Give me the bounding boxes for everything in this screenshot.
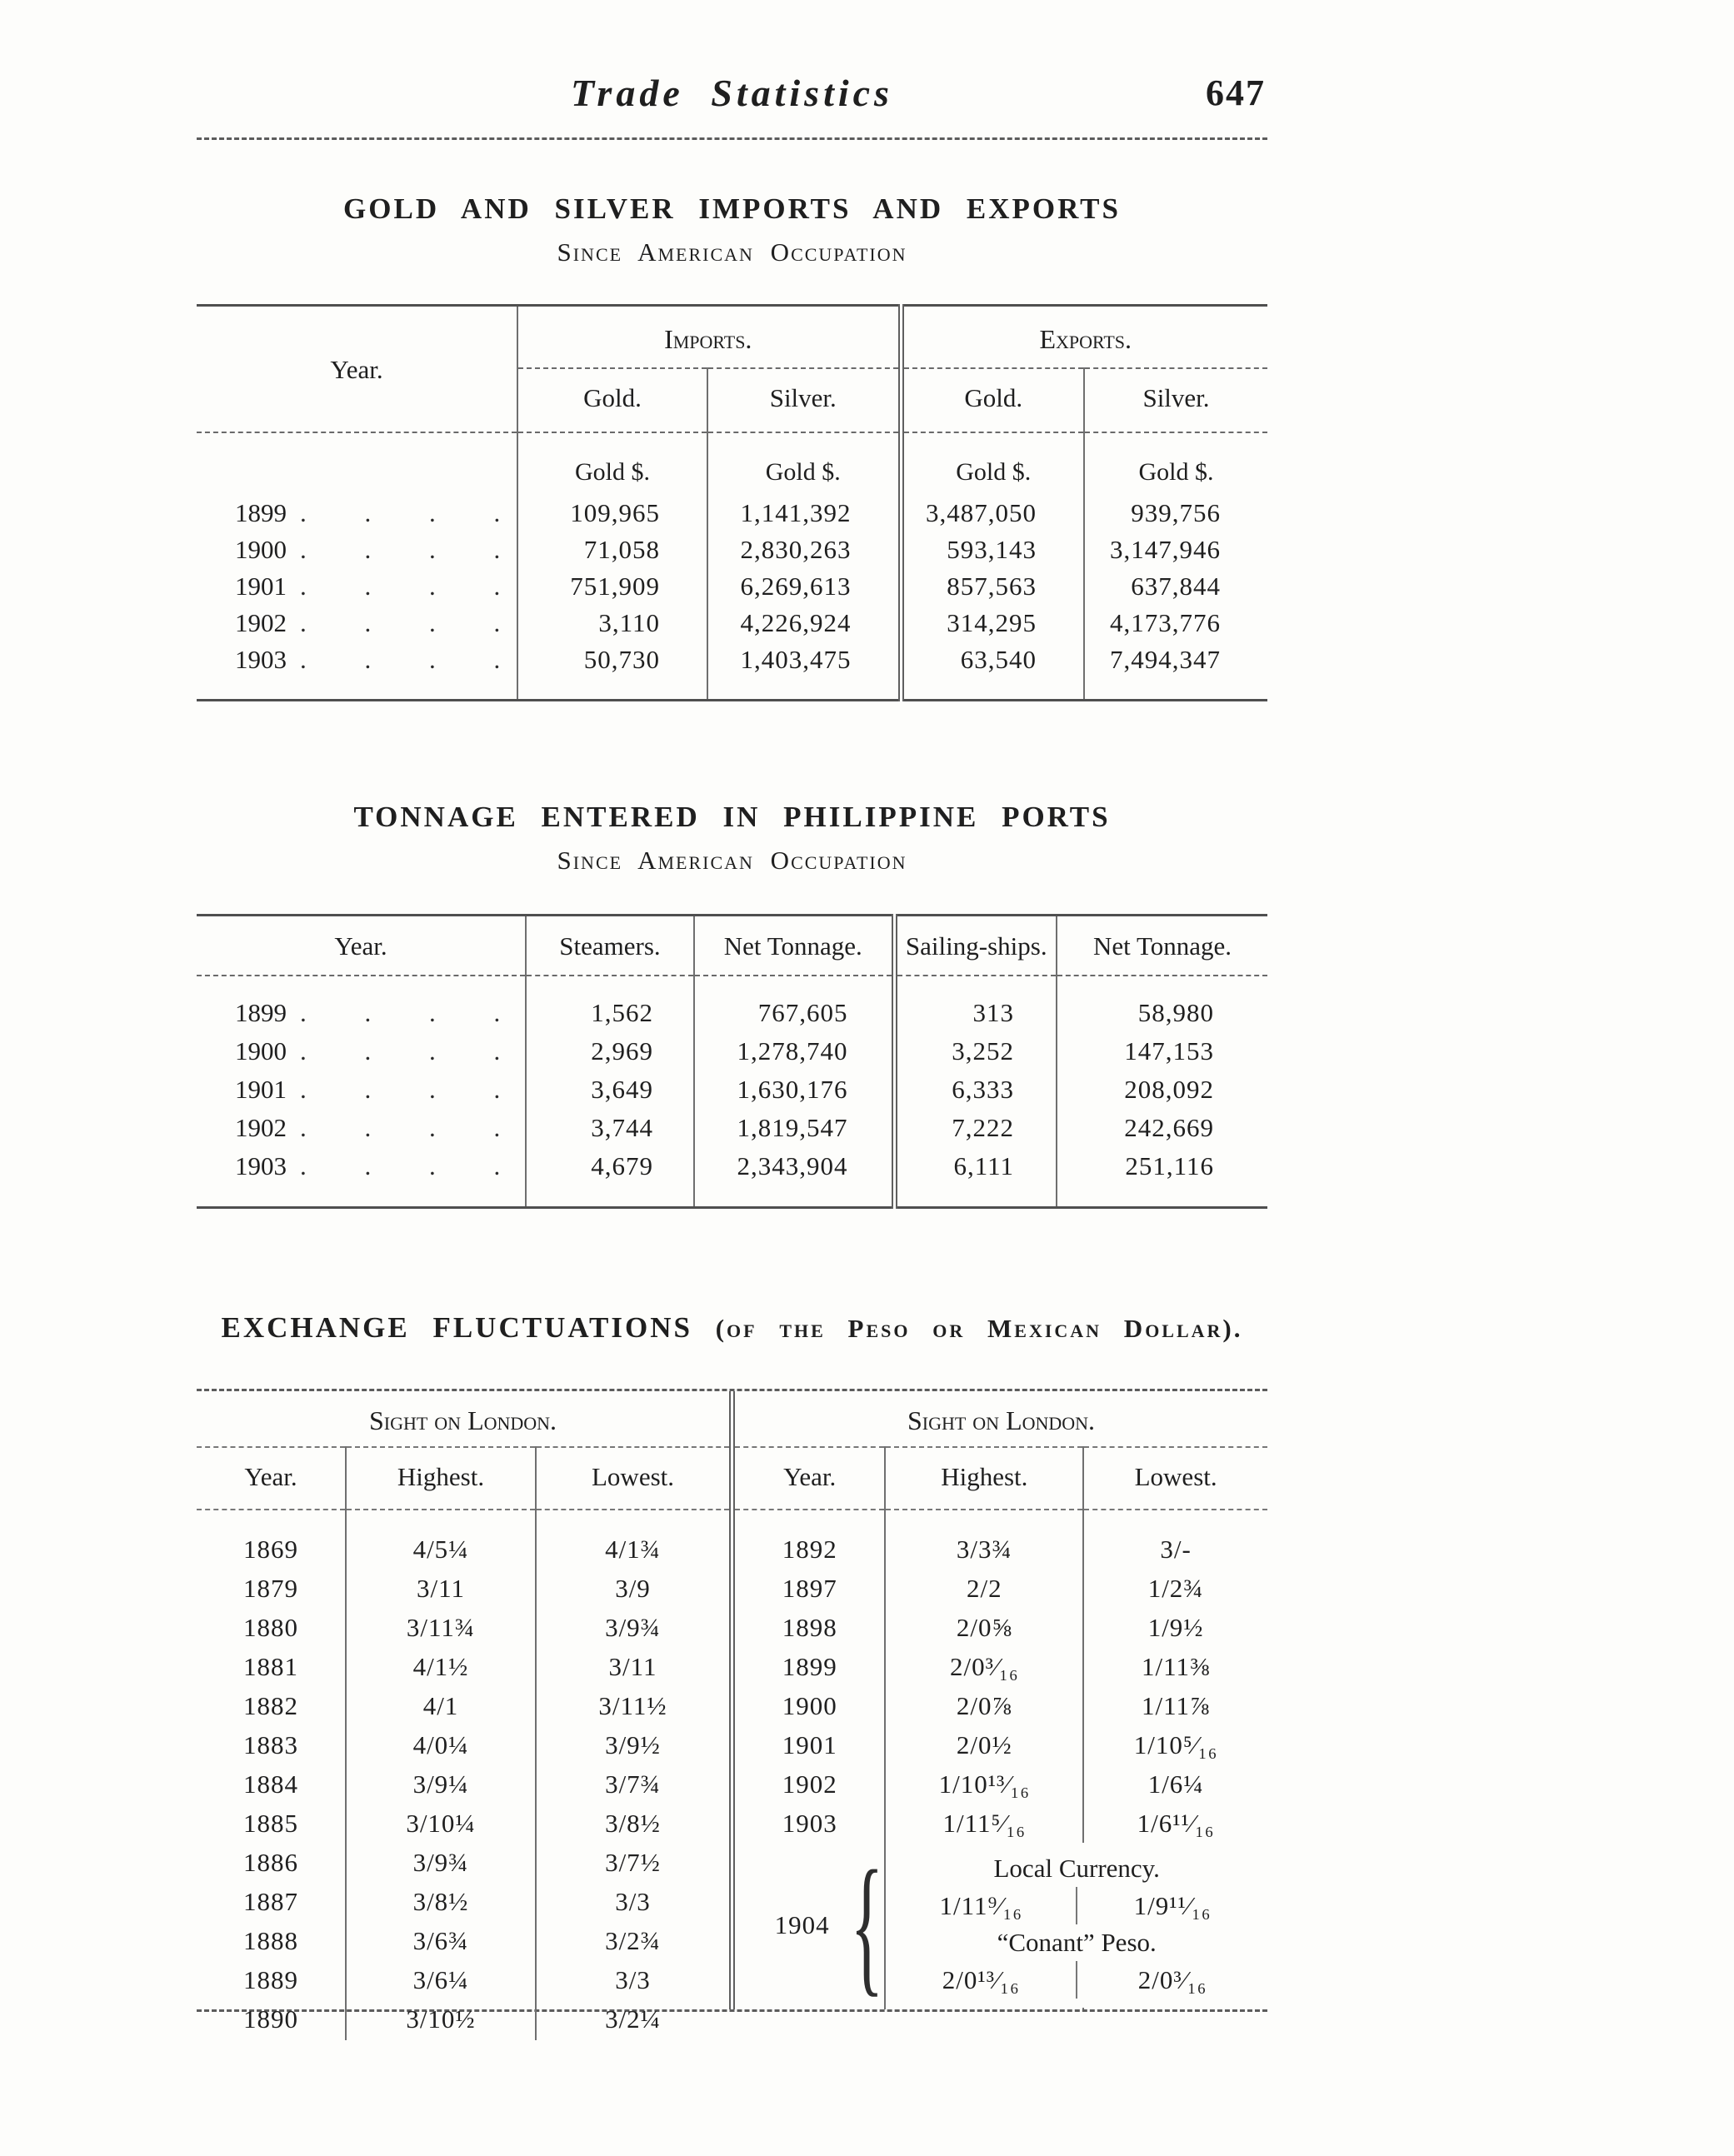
exports-gold-header: Gold.: [901, 368, 1084, 432]
exports-silver-cell: 637,844: [1084, 568, 1267, 605]
unit-cell: Gold $.: [901, 432, 1084, 495]
lowest-cell: 3/11: [536, 1647, 729, 1686]
exports-silver-cell: 3,147,946: [1084, 532, 1267, 568]
year-column-header: Year.: [197, 1447, 346, 1510]
dot-leader: . . . .: [300, 645, 501, 675]
dot-leader: . . . .: [300, 535, 501, 565]
exports-gold-cell: 63,540: [901, 641, 1084, 701]
table-row: [735, 1686, 1267, 1725]
highest-cell: 4/1½: [346, 1647, 536, 1686]
page-content: [197, 0, 1267, 2034]
lowest-cell: 3/9: [536, 1569, 729, 1608]
highest-cell: 2/2: [885, 1569, 1083, 1608]
dot-leader: . . . .: [300, 1075, 501, 1105]
table-row: [197, 1569, 729, 1608]
page-number: 647: [1206, 72, 1266, 113]
sailing-ships-cell: 6,111: [894, 1147, 1057, 1208]
table-row: [197, 1071, 1267, 1109]
steamers-cell: 2,969: [526, 1032, 694, 1071]
lowest-cell: 3/9¾: [536, 1608, 729, 1647]
lowest-cell: 1/6¼: [1083, 1764, 1267, 1804]
table-row: [197, 1843, 729, 1882]
highest-cell: 1/11⁵⁄₁₆: [885, 1804, 1083, 1843]
exports-silver-cell: 939,756: [1084, 495, 1267, 532]
net-tonnage-cell: 242,669: [1057, 1109, 1267, 1147]
exports-silver-cell: 7,494,347: [1084, 641, 1267, 701]
year-label: 1903: [235, 645, 287, 675]
conant-lowest-cell: 2/0³⁄₁₆: [1137, 1964, 1207, 1994]
year-cell: 1899: [782, 1652, 837, 1682]
tonnage-subtitle: Since American Occupation: [557, 845, 907, 875]
exchange-right-half: [729, 1391, 1267, 2009]
highest-cell: 4/5¼: [346, 1510, 536, 1569]
table-row: [197, 976, 1267, 1032]
table-row: [735, 1804, 1267, 1843]
imports-silver-cell: 4,226,924: [707, 605, 901, 641]
dot-leader: . . . .: [300, 1036, 501, 1066]
highest-cell: 3/8½: [346, 1882, 536, 1921]
section-gold-silver: [197, 192, 1267, 701]
imports-gold-cell: 109,965: [517, 495, 707, 532]
year-cell: 1879: [243, 1574, 298, 1604]
conant-peso-values: [886, 1961, 1267, 1999]
year-cell: 1897: [782, 1574, 837, 1604]
table-row: [197, 568, 1267, 605]
year-cell: [197, 641, 517, 701]
dot-leader: . . . .: [300, 998, 501, 1028]
table-row: [197, 1608, 729, 1647]
local-highest-cell: 1/11⁹⁄₁₆: [886, 1887, 1077, 1924]
year-cell: 1889: [243, 1965, 298, 1995]
table-row: [735, 1647, 1267, 1686]
dot-leader: . . . .: [300, 1151, 501, 1181]
sailing-ships-cell: 313: [894, 976, 1057, 1032]
year-cell: [197, 1109, 526, 1147]
table-row: [197, 1999, 729, 2039]
year-label: 1902: [235, 1113, 287, 1143]
exchange-title-paren: (of the Peso or Mexican Dollar).: [715, 1313, 1243, 1343]
year-cell: 1903: [782, 1809, 837, 1839]
unit-cell: Gold $.: [707, 432, 901, 495]
year-cell: [197, 1032, 526, 1071]
highest-header: Highest.: [346, 1447, 536, 1510]
lowest-cell: 3/3: [536, 1882, 729, 1921]
exports-gold-cell: 3,487,050: [901, 495, 1084, 532]
net-tonnage-cell: 147,153: [1057, 1032, 1267, 1071]
gold-silver-table: [197, 304, 1267, 701]
local-currency-label: Local Currency.: [993, 1854, 1160, 1884]
lowest-cell: 1/10⁵⁄₁₆: [1083, 1725, 1267, 1764]
dot-leader: . . . .: [300, 498, 501, 528]
year-cell: 1881: [243, 1652, 298, 1682]
lowest-header: Lowest.: [536, 1447, 729, 1510]
year-label: 1899: [235, 998, 287, 1028]
highest-cell: 3/9¾: [346, 1843, 536, 1882]
lowest-cell: 1/6¹¹⁄₁₆: [1083, 1804, 1267, 1843]
highest-header: Highest.: [885, 1447, 1083, 1510]
year-cell: 1880: [243, 1613, 298, 1643]
year-column-header: Year.: [735, 1447, 885, 1510]
exports-gold-cell: 314,295: [901, 605, 1084, 641]
year-cell: 1884: [243, 1769, 298, 1799]
highest-cell: 4/0¼: [346, 1725, 536, 1764]
lowest-cell: 3/2¾: [536, 1921, 729, 1960]
imports-gold-cell: 50,730: [517, 641, 707, 701]
lowest-cell: 1/11⅜: [1083, 1647, 1267, 1686]
table-row: [735, 1510, 1267, 1569]
lowest-header: Lowest.: [1083, 1447, 1267, 1510]
special-1904-row: [735, 1843, 1267, 2007]
highest-cell: 1/10¹³⁄₁₆: [885, 1764, 1083, 1804]
table-row: [197, 1032, 1267, 1071]
page-title: Trade Statistics: [571, 72, 893, 114]
table-row: [197, 1647, 729, 1686]
year-cell: [197, 495, 517, 532]
imports-gold-cell: 71,058: [517, 532, 707, 568]
highest-cell: 2/0³⁄₁₆: [885, 1647, 1083, 1686]
table-row: [197, 1510, 729, 1569]
table-row: [735, 1608, 1267, 1647]
net-tonnage-header: Net Tonnage.: [1057, 916, 1267, 976]
dot-leader: . . . .: [300, 608, 501, 638]
table-row: [197, 1882, 729, 1921]
units-year-cell: [197, 432, 517, 495]
table-row: [197, 605, 1267, 641]
exchange-right-table: [735, 1391, 1267, 2009]
sight-on-london-header: Sight on London.: [735, 1391, 1267, 1447]
lowest-cell: 1/2¾: [1083, 1569, 1267, 1608]
exports-gold-cell: 857,563: [901, 568, 1084, 605]
sailing-ships-header: Sailing-ships.: [894, 916, 1057, 976]
tonnage-title: TONNAGE ENTERED IN PHILIPPINE PORTS: [353, 800, 1111, 833]
steamers-cell: 3,649: [526, 1071, 694, 1109]
table-row: [197, 1725, 729, 1764]
year-cell: 1887: [243, 1887, 298, 1917]
steamers-cell: 3,744: [526, 1109, 694, 1147]
dot-leader: . . . .: [300, 1113, 501, 1143]
conant-peso-label: “Conant” Peso.: [997, 1928, 1157, 1958]
lowest-cell: 3/9½: [536, 1725, 729, 1764]
table-row: [735, 1725, 1267, 1764]
table-row: [197, 1921, 729, 1960]
net-tonnage-cell: 1,819,547: [694, 1109, 894, 1147]
year-cell: 1890: [243, 2004, 298, 2034]
imports-gold-cell: 751,909: [517, 568, 707, 605]
gold-silver-subtitle: Since American Occupation: [557, 237, 907, 267]
lowest-cell: 1/9½: [1083, 1608, 1267, 1647]
highest-cell: 3/3¾: [885, 1510, 1083, 1569]
unit-cell: Gold $.: [517, 432, 707, 495]
lowest-cell: 3/7¾: [536, 1764, 729, 1804]
year-cell: 1885: [243, 1809, 298, 1839]
year-label: 1899: [235, 498, 287, 528]
exports-group-header: Exports.: [901, 306, 1267, 368]
table-row: [197, 1804, 729, 1843]
lowest-cell: 3/3: [536, 1960, 729, 1999]
year-label: 1903: [235, 1151, 287, 1181]
year-cell: [197, 1147, 526, 1208]
year-cell: 1901: [782, 1730, 837, 1760]
year-cell: 1888: [243, 1926, 298, 1956]
net-tonnage-header: Net Tonnage.: [694, 916, 894, 976]
highest-cell: 3/11: [346, 1569, 536, 1608]
year-cell: 1902: [782, 1769, 837, 1799]
steamers-cell: 1,562: [526, 976, 694, 1032]
brace-1904: {: [850, 1839, 883, 2011]
sailing-ships-cell: 3,252: [894, 1032, 1057, 1071]
year-cell: [197, 976, 526, 1032]
exports-silver-cell: 4,173,776: [1084, 605, 1267, 641]
unit-cell: Gold $.: [1084, 432, 1267, 495]
table-row: [197, 495, 1267, 532]
year-column-header: Year.: [197, 916, 526, 976]
exports-silver-header: Silver.: [1084, 368, 1267, 432]
imports-gold-header: Gold.: [517, 368, 707, 432]
year-cell: 1886: [243, 1848, 298, 1878]
exchange-left-table: [197, 1391, 729, 2041]
table-row: [197, 641, 1267, 701]
conant-highest-cell: 2/0¹³⁄₁₆: [886, 1961, 1077, 1999]
year-cell: 1882: [243, 1691, 298, 1721]
year-label: 1900: [235, 1036, 287, 1066]
year-cell: 1900: [782, 1691, 837, 1721]
table-row: [197, 1147, 1267, 1208]
lowest-cell: 3/8½: [536, 1804, 729, 1843]
highest-cell: 3/6¾: [346, 1921, 536, 1960]
net-tonnage-cell: 251,116: [1057, 1147, 1267, 1208]
net-tonnage-cell: 1,278,740: [694, 1032, 894, 1071]
units-row: [197, 432, 1267, 495]
net-tonnage-cell: 208,092: [1057, 1071, 1267, 1109]
table-row: [735, 1569, 1267, 1608]
header-rule: [197, 137, 1267, 140]
year-label: 1904: [774, 1910, 830, 1940]
highest-cell: 3/10¼: [346, 1804, 536, 1843]
imports-group-header: Imports.: [517, 306, 901, 368]
highest-cell: 3/11¾: [346, 1608, 536, 1647]
highest-cell: 3/6¼: [346, 1960, 536, 1999]
imports-silver-cell: 1,403,475: [707, 641, 901, 701]
lowest-cell: 4/1¾: [536, 1510, 729, 1569]
year-cell: [197, 568, 517, 605]
highest-cell: 2/0⅞: [885, 1686, 1083, 1725]
year-cell: [197, 1071, 526, 1109]
sailing-ships-cell: 7,222: [894, 1109, 1057, 1147]
dot-leader: . . . .: [300, 571, 501, 601]
lowest-cell: 3/11½: [536, 1686, 729, 1725]
year-cell: 1892: [782, 1535, 837, 1565]
imports-gold-cell: 3,110: [517, 605, 707, 641]
steamers-header: Steamers.: [526, 916, 694, 976]
year-cell: [197, 605, 517, 641]
year-cell: 1869: [243, 1535, 298, 1565]
exports-gold-cell: 593,143: [901, 532, 1084, 568]
exchange-title-main: EXCHANGE FLUCTUATIONS: [221, 1310, 692, 1344]
imports-silver-cell: 6,269,613: [707, 568, 901, 605]
gold-silver-title: GOLD AND SILVER IMPORTS AND EXPORTS: [343, 192, 1121, 226]
net-tonnage-cell: 58,980: [1057, 976, 1267, 1032]
net-tonnage-cell: 767,605: [694, 976, 894, 1032]
year-cell: [197, 532, 517, 568]
year-label: 1900: [235, 535, 287, 565]
lowest-cell: 3/-: [1083, 1510, 1267, 1569]
net-tonnage-cell: 2,343,904: [694, 1147, 894, 1208]
imports-silver-header: Silver.: [707, 368, 901, 432]
lowest-cell: 1/11⅞: [1083, 1686, 1267, 1725]
year-label: 1901: [235, 1075, 287, 1105]
sailing-ships-cell: 6,333: [894, 1071, 1057, 1109]
highest-cell: 2/0⅝: [885, 1608, 1083, 1647]
lowest-cell: 3/2¼: [536, 1999, 729, 2039]
year-label: 1902: [235, 608, 287, 638]
year-label: 1901: [235, 571, 287, 601]
sight-on-london-header: Sight on London.: [197, 1391, 729, 1447]
highest-cell: 3/10½: [346, 1999, 536, 2039]
section-exchange: [197, 1310, 1267, 2034]
table-row: [735, 1764, 1267, 1804]
table-row: [197, 1960, 729, 1999]
section-tonnage: [197, 800, 1267, 1209]
table-row: [197, 1109, 1267, 1147]
highest-cell: 3/9¼: [346, 1764, 536, 1804]
table-row: [197, 1764, 729, 1804]
steamers-cell: 4,679: [526, 1147, 694, 1208]
filler-row: [197, 2039, 729, 2040]
local-lowest-cell: 1/9¹¹⁄₁₆: [1133, 1890, 1212, 1920]
local-currency-values: [886, 1887, 1267, 1924]
exchange-title: [197, 1310, 1267, 1345]
imports-silver-cell: 1,141,392: [707, 495, 901, 532]
page-header: [197, 0, 1267, 140]
highest-cell: 4/1: [346, 1686, 536, 1725]
net-tonnage-cell: 1,630,176: [694, 1071, 894, 1109]
highest-cell: 2/0½: [885, 1725, 1083, 1764]
year-column-header: Year.: [197, 306, 517, 432]
table-row: [197, 532, 1267, 568]
exchange-tables: [197, 1389, 1267, 2034]
table-row: [197, 1686, 729, 1725]
year-cell: 1898: [782, 1613, 837, 1643]
filler-row: [735, 2008, 1267, 2009]
year-cell-1904: [735, 1839, 885, 2011]
lowest-cell: 3/7½: [536, 1843, 729, 1882]
exchange-left-half: [197, 1391, 729, 2034]
year-cell: 1883: [243, 1730, 298, 1760]
tonnage-table: [197, 914, 1267, 1209]
special-1904-values: [885, 1843, 1267, 2007]
imports-silver-cell: 2,830,263: [707, 532, 901, 568]
